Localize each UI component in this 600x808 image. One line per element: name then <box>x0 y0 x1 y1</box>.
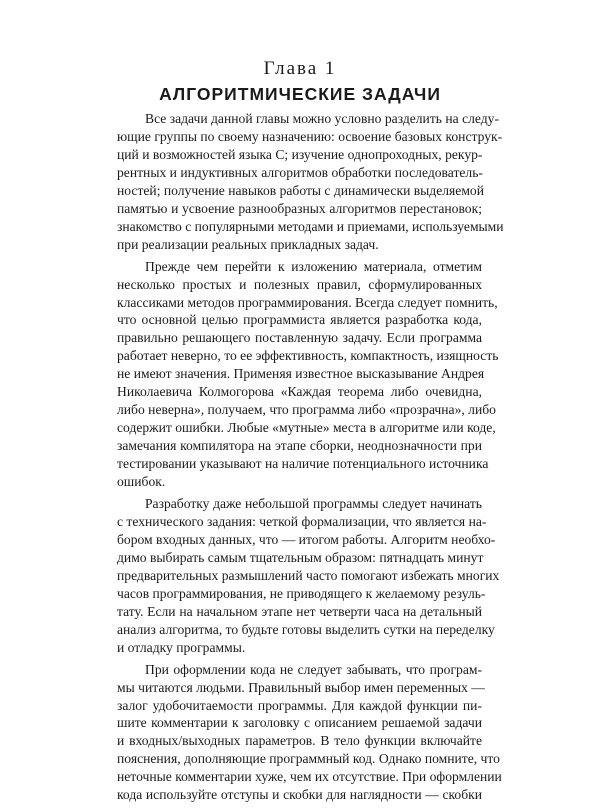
text-line: кода используйте отступы и скобки для наглядности — скобки <box>117 787 482 803</box>
text-line: памятью и усвоение разнообразных алгоритмов перестановок; <box>117 200 482 216</box>
text-line: рентных и индуктивных алгоритмов обработки последователь- <box>117 164 483 180</box>
text-line: пояснения, дополняющие программный код. Однако помните, что <box>117 751 500 767</box>
text-line: и отладку программы. <box>117 639 246 655</box>
text-line: бором входных данных, что — итогом работы. Алгоритм необхо- <box>117 531 496 547</box>
text-line: Все задачи данной главы можно условно разделить на следу- <box>145 111 499 126</box>
text-line: залог удобочитаемости программы. Для каждой функции пи- <box>117 697 482 713</box>
text-line: знакомство с популярными методами и приемами, используемыми <box>117 218 504 234</box>
text-line: классиками методов программирования. Всегда следует помнить, <box>117 294 498 310</box>
paragraph <box>117 495 500 657</box>
text-line: ошибок. <box>117 474 166 490</box>
chapter-label: Глава 1 <box>263 58 337 79</box>
text-line: работает неверно, то ее эффективность, компактность, изящность <box>117 348 499 364</box>
text-line: анализ алгоритма, то будьте готовы выделить сутки на переделку <box>117 621 495 637</box>
chapter-title: АЛГОРИТМИЧЕСКИЕ ЗАДАЧИ <box>159 84 441 104</box>
text-line: мы читаются людьми. Правильный выбор имен переменных — <box>117 679 485 695</box>
text-line: несколько простых и полезных правил, сформулированных <box>117 276 482 292</box>
text-line: предварительных размышлений часто помогают избежать многих <box>117 567 500 583</box>
text-line: шите комментарии к заголовку с описанием решаемой задачи <box>117 715 482 731</box>
text-line: что основной целью программиста является разработка кода, <box>117 312 482 328</box>
text-line: ций и возможностей языка С; изучение однопроходных, рекур- <box>117 146 483 162</box>
text-line: тестировании указывают на наличие потенциального источника <box>117 456 489 472</box>
text-line: и входных/выходных параметров. В тело функции включайте <box>117 733 482 749</box>
text-line: Разработку даже небольшой программы следует начинать <box>145 496 482 512</box>
text-line: содержит ошибки. Любые «мутные» места в алгоритме или коде, <box>117 420 496 436</box>
paragraph <box>117 661 502 805</box>
paragraph <box>117 110 504 254</box>
text-line: неточные комментарии хуже, чем их отсутствие. При оформлении <box>117 769 502 785</box>
paragraph <box>117 258 499 491</box>
text-line: либо неверна», получаем, что программа либо «прозрачна», либо <box>117 402 496 418</box>
text-line: При оформлении кода не следует забывать, что програм- <box>145 661 482 677</box>
text-line: Николаевича Колмогорова «Каждая теорема либо очевидна, <box>117 384 482 400</box>
text-line: с технического задания: четкой формализации, что является на- <box>117 513 487 529</box>
text-line: Прежде чем перейти к изложению материала, отметим <box>145 258 482 274</box>
text-line: правильно решающего поставленную задачу. Если программа <box>117 330 482 346</box>
text-line: ностей; получение навыков работы с динамически выделяемой <box>117 182 484 198</box>
body-text <box>117 110 504 808</box>
text-line: не имеют значения. Применяя известное высказывание Андрея <box>117 366 485 382</box>
text-line: тату. Если на начальном этапе нет четверти часа на детальный <box>117 603 482 619</box>
text-line: замечания компилятора на этапе сборки, неоднозначности при <box>117 438 482 454</box>
text-line: димо выбирать самым тщательным образом: пятнадцать минут <box>117 549 484 565</box>
text-line: при реализации реальных прикладных задач. <box>117 236 379 252</box>
text-line: часов программирования, не приводящего к желаемому резуль- <box>117 585 486 601</box>
text-line: ющие группы по своему назначению: освоение базовых конструк- <box>117 128 503 144</box>
